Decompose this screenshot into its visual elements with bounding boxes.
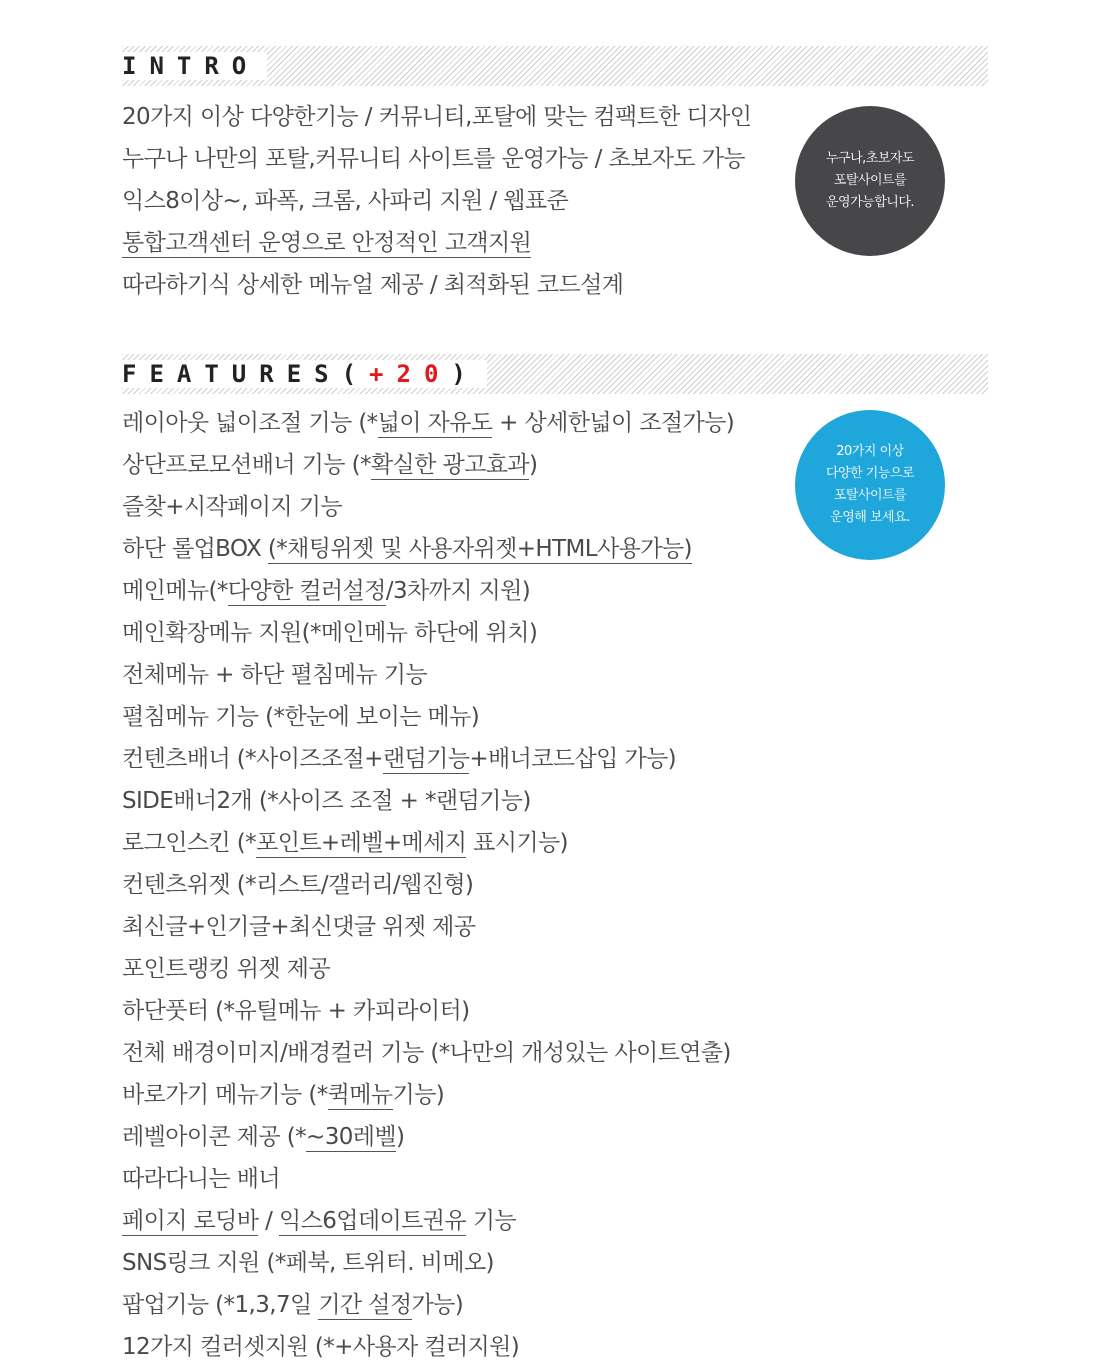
underlined-text: 퀵메뉴 [327, 1082, 393, 1108]
underlined-text: 포인트+레벨+메세지 [256, 830, 467, 856]
line-text: 컨텐츠배너 (*사이즈조절+ [122, 746, 383, 772]
features-list [122, 402, 734, 1368]
badge-text [826, 148, 914, 214]
line-text: 기능 [465, 1208, 516, 1234]
underlined-text: 랜덤기능 [382, 746, 470, 772]
list-item [122, 96, 751, 138]
underlined-text: 익스6업데이트권유 [279, 1208, 466, 1234]
line-text: 익스8이상~, 파폭, 크롬, 사파리 지원 / 웹표준 [122, 188, 569, 214]
line-text: 컨텐츠위젯 (*리스트/갤러리/웹진형) [122, 872, 474, 898]
intro-heading-bar [122, 46, 988, 86]
line-text: 레이아웃 넓이조절 기능 (* [122, 410, 378, 436]
line-text: 20가지 이상 다양한기능 / 커뮤니티,포탈에 맞는 컴팩트한 디자인 [122, 104, 752, 130]
underlined-text: ~30레벨 [306, 1124, 397, 1150]
list-item [122, 696, 734, 738]
line-text: 가능) [411, 1292, 464, 1318]
list-item [122, 570, 734, 612]
line-text: 상단프로모션배너 기능 (* [122, 452, 371, 478]
list-item [122, 864, 734, 906]
list-item [122, 1116, 734, 1158]
list-item [122, 1242, 734, 1284]
list-item [122, 906, 734, 948]
line-text: 따라다니는 배너 [122, 1166, 281, 1192]
badge-line: 운영해 보세요. [830, 510, 910, 525]
line-text: 12가지 컬러셋지원 (*+사용자 컬러지원) [122, 1334, 520, 1360]
list-item [122, 948, 734, 990]
list-item [122, 1032, 734, 1074]
list-item [122, 138, 751, 180]
line-text: 펼침메뉴 기능 (*한눈에 보이는 메뉴) [122, 704, 480, 730]
line-text: SNS링크 지원 (*페북, 트위터. 비메오) [122, 1250, 494, 1276]
list-item [122, 486, 734, 528]
badge-line: 운영가능합니다. [825, 195, 915, 210]
line-text: ) [528, 452, 538, 478]
line-text: 팝업기능 (*1,3,7일 [122, 1292, 319, 1318]
line-text: 누구나 나만의 포탈,커뮤니티 사이트를 운영가능 / 초보자도 가능 [122, 146, 745, 172]
underlined-text: 기간 설정 [318, 1292, 412, 1318]
badge-line: 누구나,초보자도 [825, 151, 915, 166]
badge-line: 포탈사이트를 [833, 488, 907, 503]
line-text: 기능) [392, 1082, 445, 1108]
list-item [122, 654, 734, 696]
underlined-text: 넓이 자유도 [377, 410, 493, 436]
features-heading-accent: +20 [369, 360, 452, 388]
list-item [122, 990, 734, 1032]
features-heading-prefix: FEATURES( [122, 360, 370, 388]
features-heading-bar [122, 354, 988, 394]
underlined-text: 페이지 로딩바 [122, 1208, 259, 1234]
line-text: SIDE배너2개 (*사이즈 조절 + *랜덤기능) [122, 788, 531, 814]
line-text: 메인메뉴(* [122, 578, 228, 604]
line-text: 바로가기 메뉴기능 (* [122, 1082, 328, 1108]
line-text: +배너코드삽입 가능) [469, 746, 677, 772]
intro-heading: INTRO [122, 52, 267, 80]
features-heading-suffix: ) [451, 360, 479, 388]
list-item [122, 1158, 734, 1200]
underlined-text: (*채팅위젯 및 사용자위젯+HTML사용가능) [267, 536, 692, 562]
badge-line: 포탈사이트를 [833, 173, 907, 188]
list-item [122, 264, 751, 306]
list-item [122, 402, 734, 444]
list-item [122, 180, 751, 222]
line-text: /3차까지 지원) [385, 578, 531, 604]
line-text: 표시기능) [466, 830, 568, 856]
intro-badge [795, 106, 945, 256]
line-text: 로그인스킨 (* [122, 830, 257, 856]
line-text: 전체 배경이미지/배경컬러 기능 (*나만의 개성있는 사이트연출) [122, 1040, 731, 1066]
badge-line: 다양한 기능으로 [825, 466, 915, 481]
underlined-text: 통합고객센터 운영으로 안정적인 고객지원 [122, 230, 532, 256]
line-text: 메인확장메뉴 지원(*메인메뉴 하단에 위치) [122, 620, 538, 646]
badge-line: 20가지 이상 [836, 444, 904, 459]
line-text: + 상세한넓이 조절가능) [492, 410, 735, 436]
list-item [122, 822, 734, 864]
underlined-text: 확실한 광고효과 [370, 452, 529, 478]
list-item [122, 1074, 734, 1116]
list-item [122, 780, 734, 822]
list-item [122, 738, 734, 780]
list-item [122, 1284, 734, 1326]
list-item [122, 444, 734, 486]
line-text: 하단풋터 (*유틸메뉴 + 카피라이터) [122, 998, 470, 1024]
list-item [122, 612, 734, 654]
list-item [122, 528, 734, 570]
line-text: 전체메뉴 + 하단 펼침메뉴 기능 [122, 662, 427, 688]
features-badge [795, 410, 945, 560]
list-item [122, 222, 751, 264]
line-text: 하단 롤업BOX [122, 536, 268, 562]
intro-list [122, 96, 751, 306]
line-text: 레벨아이콘 제공 (* [122, 1124, 307, 1150]
line-text: 최신글+인기글+최신댓글 위젯 제공 [122, 914, 476, 940]
line-text: 즐찾+시작페이지 기능 [122, 494, 342, 520]
features-heading [122, 360, 487, 388]
line-text: / [258, 1208, 279, 1234]
underlined-text: 다양한 컬러설정 [227, 578, 386, 604]
line-text: 따라하기식 상세한 메뉴얼 제공 / 최적화된 코드설계 [122, 272, 624, 298]
line-text: ) [396, 1124, 405, 1150]
list-item [122, 1326, 734, 1368]
line-text: 포인트랭킹 위젯 제공 [122, 956, 330, 982]
list-item [122, 1200, 734, 1242]
badge-text [826, 441, 914, 529]
